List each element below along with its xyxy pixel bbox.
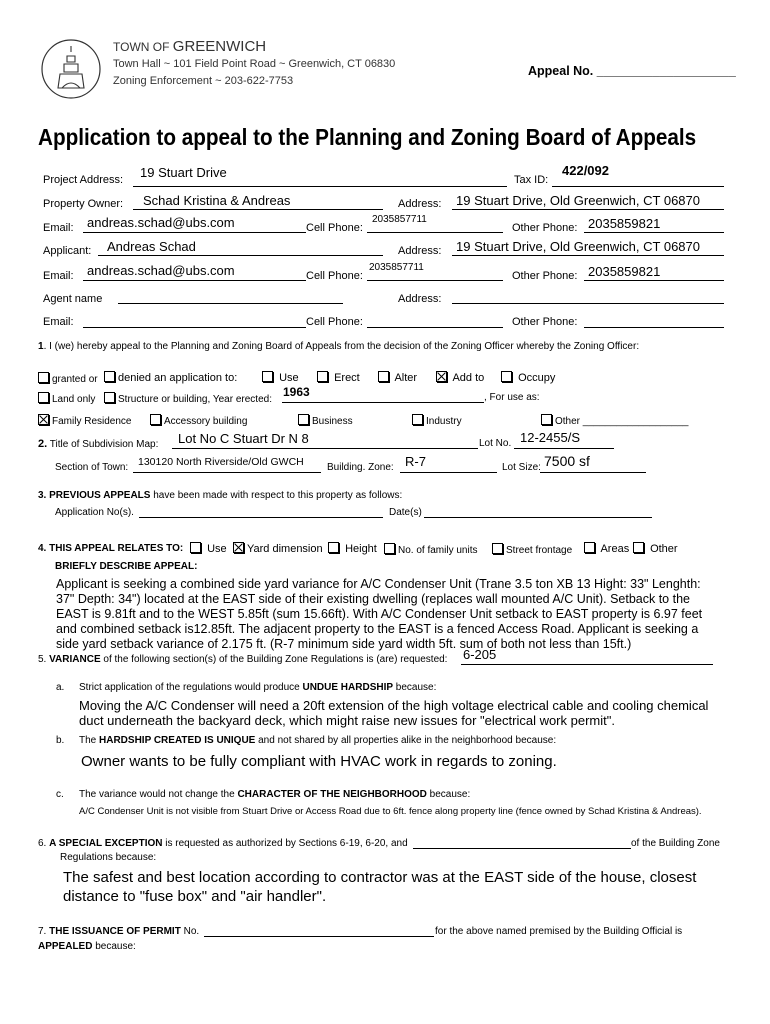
agent-address-field[interactable] — [452, 303, 724, 304]
town-address: Town Hall ~ 101 Field Point Road ~ Greenwich, CT 06830 — [113, 58, 396, 70]
previous-appeals-text: 3. PREVIOUS APPEALS have been made with respect to this property as follows: — [38, 490, 403, 501]
agent-other-label: Other Phone: — [512, 316, 578, 328]
owner-other-label: Other Phone: — [512, 222, 578, 234]
owner-email-label: Email: — [43, 222, 74, 234]
checkbox-icon — [104, 392, 115, 403]
tax-id-label: Tax ID: — [514, 174, 549, 186]
permit-text: 7. THE ISSUANCE OF PERMIT No. — [38, 926, 200, 937]
item-c-label: c. — [56, 789, 64, 800]
item-b-label: b. — [56, 735, 65, 746]
land-only-option[interactable]: Land only — [38, 392, 95, 405]
town-seal — [40, 38, 102, 100]
building-zone-value[interactable]: R-7 — [405, 454, 426, 469]
other-use-option[interactable]: Other ___________________ — [541, 414, 688, 427]
briefly-describe-label: BRIEFLY DESCRIBE APPEAL: — [55, 561, 198, 572]
tax-id-value[interactable]: 422/092 — [562, 163, 609, 178]
industry-option[interactable]: Industry — [412, 414, 462, 427]
checkbox-icon — [317, 371, 328, 382]
checkbox-icon — [384, 543, 395, 554]
structure-option[interactable]: Structure or building, Year erected: — [104, 392, 272, 405]
business-option[interactable]: Business — [298, 414, 353, 427]
checkbox-icon — [38, 392, 49, 403]
special-exception-answer[interactable]: The safest and best location according to contractor was at the EAST side of the house, closest distance to "fuse box" and "air handler". — [63, 869, 697, 905]
owner-cell-label: Cell Phone: — [306, 222, 363, 234]
agent-email-field[interactable] — [83, 327, 306, 328]
alter-option[interactable]: Alter — [378, 371, 417, 384]
permit-no-field[interactable] — [204, 936, 434, 937]
checked-checkbox-icon — [38, 414, 49, 425]
add-to-option[interactable]: Add to — [436, 371, 484, 384]
checked-checkbox-icon — [436, 371, 447, 382]
agent-email-label: Email: — [43, 316, 74, 328]
dates-label: Date(s) — [389, 507, 422, 518]
checkbox-icon — [501, 371, 512, 382]
checkbox-icon — [328, 542, 339, 553]
lot-size-value[interactable]: 7500 sf — [544, 453, 590, 469]
occupy-option[interactable]: Occupy — [501, 371, 555, 384]
erect-option[interactable]: Erect — [317, 371, 360, 384]
denied-option[interactable]: denied an application to: — [104, 371, 237, 384]
year-erected-value[interactable]: 1963 — [283, 385, 310, 399]
checkbox-icon — [492, 543, 503, 554]
checkbox-icon — [150, 414, 161, 425]
unique-hardship-answer[interactable]: Owner wants to be fully compliant with HVAC work in regards to zoning. — [81, 753, 557, 770]
checkbox-icon — [584, 542, 595, 553]
appeal-relates-label: 4. THIS APPEAL RELATES TO: — [38, 543, 184, 554]
unique-hardship-text: The HARDSHIP CREATED IS UNIQUE and not shared by all properties alike in the neighborhood because: — [79, 735, 557, 746]
checkbox-icon — [298, 414, 309, 425]
lot-size-label: Lot Size: — [502, 462, 541, 473]
special-exception-end: of the Building Zone — [631, 838, 720, 849]
applicant-email-label: Email: — [43, 270, 74, 282]
variance-sections-value[interactable]: 6-205 — [463, 647, 497, 662]
applicant-cell-value[interactable]: 2035857711 — [369, 262, 424, 273]
granted-option[interactable]: granted or — [38, 372, 98, 385]
section-of-town-label: Section of Town: — [55, 462, 129, 473]
agent-name-field[interactable] — [118, 303, 343, 304]
variance-label: 5. VARIANCE of the following section(s) of the Building Zone Regulations is (are) requested: — [38, 654, 448, 665]
section-1-text: 1. I (we) hereby appeal to the Planning and Zoning Board of Appeals from the decision of the Zoning Officer whereby the Zoning Officer: — [38, 341, 640, 352]
permit-end-text: for the above named premised by the Building Official is — [435, 926, 683, 937]
checkbox-icon — [541, 414, 552, 425]
section-of-town-value[interactable]: 130120 North Riverside/Old GWCH — [138, 456, 304, 468]
applicant-email-value[interactable]: andreas.schad@ubs.com — [87, 263, 235, 278]
accessory-building-option[interactable]: Accessory building — [150, 414, 247, 427]
item-a-label: a. — [56, 682, 65, 693]
town-seal-icon — [40, 38, 102, 100]
relates-yard-option[interactable]: Yard dimension — [233, 542, 323, 555]
property-owner-value[interactable]: Schad Kristina & Andreas — [143, 193, 291, 208]
applicant-other-value[interactable]: 2035859821 — [588, 264, 661, 279]
checkbox-icon — [378, 371, 389, 382]
property-owner-label: Property Owner: — [43, 198, 124, 210]
applicant-cell-label: Cell Phone: — [306, 270, 363, 282]
checkbox-icon — [38, 372, 49, 383]
applicant-value[interactable]: Andreas Schad — [107, 239, 196, 254]
page-title: Application to appeal to the Planning and Zoning Board of Appeals — [38, 124, 697, 150]
checkbox-icon — [104, 371, 115, 382]
building-zone-label: Building. Zone: — [327, 462, 394, 473]
applicant-address-label: Address: — [398, 245, 442, 257]
checkbox-icon — [190, 542, 201, 553]
agent-other-field[interactable] — [584, 327, 724, 328]
neighborhood-text: The variance would not change the CHARACTER OF THE NEIGHBORHOOD because: — [79, 789, 471, 800]
zoning-line: Zoning Enforcement ~ 203-622-7753 — [113, 75, 294, 87]
application-nos-label: Application No(s). — [55, 507, 134, 518]
special-exception-sections-field[interactable] — [413, 848, 631, 849]
appeal-no-label: Appeal No. ____________________ — [528, 64, 736, 78]
owner-address-label: Address: — [398, 198, 442, 210]
agent-address-label: Address: — [398, 293, 442, 305]
regulations-because: Regulations because: — [60, 852, 157, 863]
checkbox-icon — [633, 542, 644, 553]
relates-other-option[interactable]: Other — [633, 542, 678, 555]
project-address-value[interactable]: 19 Stuart Drive — [140, 165, 227, 180]
relates-use-option[interactable]: Use — [190, 542, 227, 555]
lot-no-value[interactable]: 12-2455/S — [520, 430, 580, 445]
subdivision-value[interactable]: Lot No C Stuart Dr N 8 — [178, 431, 309, 446]
for-use-label: , For use as: — [484, 392, 540, 403]
owner-cell-value[interactable]: 2035857711 — [372, 214, 427, 225]
applicant-label: Applicant: — [43, 245, 92, 257]
special-exception-text: 6. A SPECIAL EXCEPTION is requested as authorized by Sections 6-19, 6-20, and — [38, 838, 408, 849]
relates-height-option[interactable]: Height — [328, 542, 377, 555]
agent-cell-field[interactable] — [367, 327, 503, 328]
owner-other-value[interactable]: 2035859821 — [588, 216, 661, 231]
dates-field[interactable] — [424, 517, 652, 518]
undue-hardship-answer[interactable]: Moving the A/C Condenser will need a 20ft extension of the high voltage electrical cable and cooling chemical duct underneath the backyard deck, which might raise new issues for "electrical work permit". — [79, 698, 709, 728]
applicant-other-label: Other Phone: — [512, 270, 578, 282]
agent-cell-label: Cell Phone: — [306, 316, 363, 328]
owner-address-value[interactable]: 19 Stuart Drive, Old Greenwich, CT 06870 — [456, 193, 700, 208]
subdivision-label: 2. Title of Subdivision Map: — [38, 438, 159, 450]
town-name: TOWN OF GREENWICH — [113, 38, 267, 55]
checkbox-icon — [412, 414, 423, 425]
project-address-label: Project Address: — [43, 174, 124, 186]
relates-frontage-option[interactable]: Street frontage — [492, 543, 572, 556]
checkbox-icon — [262, 371, 273, 382]
family-residence-option[interactable]: Family Residence — [38, 414, 131, 427]
relates-areas-option[interactable]: Areas — [584, 542, 629, 555]
relates-families-option[interactable]: No. of family units — [384, 543, 477, 556]
use-option[interactable]: Use — [262, 371, 299, 384]
application-nos-field[interactable] — [139, 517, 383, 518]
undue-hardship-text: Strict application of the regulations would produce UNDUE HARDSHIP because: — [79, 682, 437, 693]
agent-name-label: Agent name — [43, 293, 103, 305]
checked-checkbox-icon — [233, 542, 244, 553]
appealed-because: APPEALED because: — [38, 941, 136, 952]
appeal-description[interactable]: Applicant is seeking a combined side yard variance for A/C Condenser Unit (Trane 3.5 ton XB 13 Hight: 33" Lenghth: 37" Depth: 34") located at the EAST side of their existing dwelling (replaces wall mounted A/C Unit). Setback to the EAST is 9.81ft and to the WEST 5.85ft (sum 15.66ft). With A/C Condenser Unit setback to EAST property is 6.97 feet and combined setback is12.85ft. The adjacent property to the EAST is a fenced Access Road. Applicant is seeking a side yard setback variance of 2.175 ft. (R-7 minimum side yard width 5ft. sum of both not less than 15ft.) — [56, 577, 703, 651]
lot-no-label: Lot No. — [479, 438, 512, 449]
owner-email-value[interactable]: andreas.schad@ubs.com — [87, 215, 235, 230]
neighborhood-answer[interactable]: A/C Condenser Unit is not visible from Stuart Drive or Access Road due to 6ft. fence along property line (fence owned by Schad Kristina & Andreas). — [79, 806, 702, 817]
applicant-address-value[interactable]: 19 Stuart Drive, Old Greenwich, CT 06870 — [456, 239, 700, 254]
